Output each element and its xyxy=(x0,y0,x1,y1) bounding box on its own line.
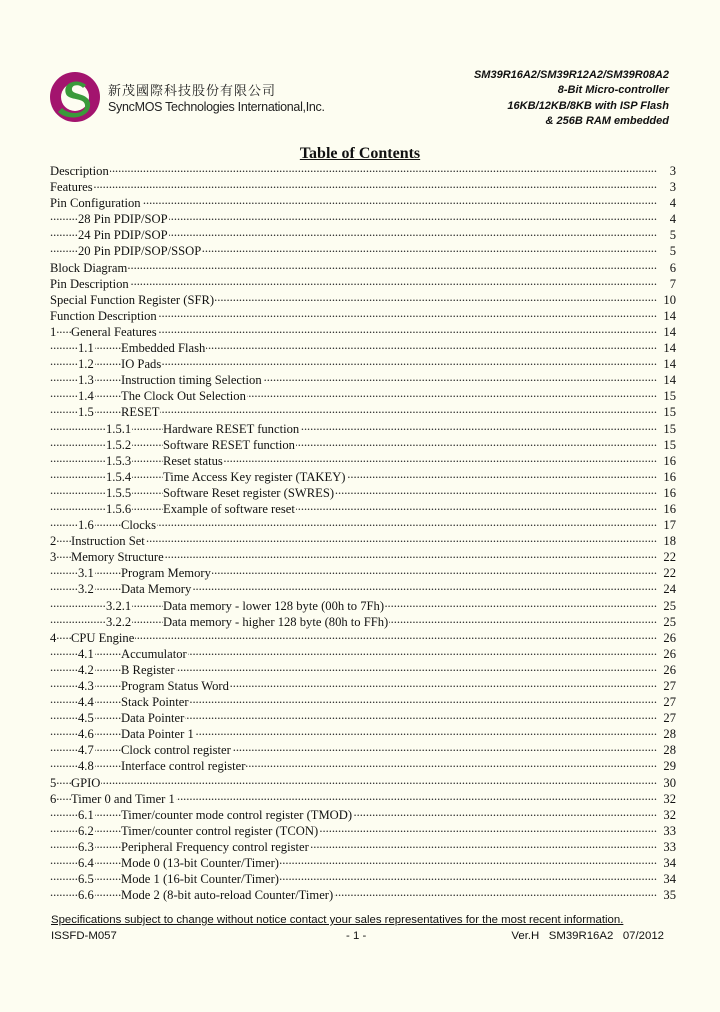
toc-entry-page: 10 xyxy=(663,292,676,307)
toc-entry-number: 6.6 xyxy=(78,888,94,903)
toc-leader-dots xyxy=(50,437,658,450)
toc-entry-number: 6.2 xyxy=(78,823,94,838)
toc-entry-label: Example of software reset xyxy=(163,501,295,516)
toc-entry-number: 1.5.3 xyxy=(106,453,132,468)
toc-entry[interactable] xyxy=(50,388,676,404)
toc-entry-label: Program Memory xyxy=(121,566,211,581)
toc-entry-page: 15 xyxy=(663,389,676,404)
toc-entry-number: 1.5.1 xyxy=(106,421,132,436)
toc-entry-number: 3.2 xyxy=(78,582,94,597)
toc-entry-page: 32 xyxy=(663,791,676,806)
toc-entry-page: 22 xyxy=(663,550,676,565)
toc-entry-number: 3.2.2 xyxy=(106,614,132,629)
toc-entry-page: 3 xyxy=(669,180,676,195)
toc-entry[interactable] xyxy=(50,308,676,324)
toc-entry-page: 6 xyxy=(669,260,676,275)
toc-entry-page: 34 xyxy=(663,872,676,887)
toc-entry-page: 33 xyxy=(663,839,676,854)
toc-entry-label: Software Reset register (SWRES) xyxy=(163,485,335,500)
footer-page-number: - 1 - xyxy=(346,930,367,942)
toc-entry-page: 32 xyxy=(663,807,676,822)
toc-entry-label: Instruction timing Selection xyxy=(121,373,262,388)
toc-entry-page: 25 xyxy=(663,614,676,629)
toc-entry-number: 4.7 xyxy=(78,743,94,758)
toc-entry-number: 1.5.5 xyxy=(106,485,132,500)
toc-entry-number: 1.2 xyxy=(78,357,94,372)
toc-entry-page: 15 xyxy=(663,437,676,452)
toc-leader-dots xyxy=(50,163,658,176)
toc-leader-dots xyxy=(50,501,658,514)
toc-entry-number: 4.2 xyxy=(78,662,94,677)
toc-entry-page: 22 xyxy=(663,566,676,581)
toc-entry[interactable] xyxy=(50,356,676,372)
toc-entry-number: 3 xyxy=(50,550,57,565)
toc-entry[interactable] xyxy=(50,581,676,597)
toc-title: Table of Contents xyxy=(299,145,421,162)
toc-entry-label: 24 Pin PDIP/SOP xyxy=(78,228,168,243)
toc-entry-number: 4.3 xyxy=(78,679,94,693)
toc-entry[interactable] xyxy=(50,469,676,485)
toc-entry-number: 4.5 xyxy=(78,711,94,726)
toc-entry-number: 3.1 xyxy=(78,566,94,581)
toc-entry-number: 6.3 xyxy=(78,839,94,854)
toc-entry[interactable] xyxy=(50,662,676,678)
toc-entry-page: 14 xyxy=(663,324,676,339)
toc-leader-dots xyxy=(50,260,658,273)
syncmos-logo xyxy=(48,70,102,124)
toc-entry-page: 16 xyxy=(663,469,676,484)
toc-leader-dots xyxy=(50,469,658,482)
toc-entry-label: 20 Pin PDIP/SOP/SSOP xyxy=(78,244,202,259)
toc-entry-label: Program Status Word xyxy=(121,679,229,693)
toc-entry[interactable] xyxy=(50,243,676,259)
toc-entry[interactable] xyxy=(50,517,676,533)
header-line: 16KB/12KB/8KB with ISP Flash xyxy=(507,99,669,112)
toc-entry-label: RESET xyxy=(121,405,160,420)
toc-entry[interactable] xyxy=(50,855,676,871)
toc-entry[interactable] xyxy=(50,163,676,179)
toc-entry-page: 28 xyxy=(663,743,676,758)
toc-entry-page: 27 xyxy=(663,679,676,693)
toc-entry[interactable] xyxy=(50,421,676,437)
toc-leader-dots xyxy=(50,485,658,498)
toc-entry[interactable] xyxy=(50,276,676,292)
toc-entry-page: 14 xyxy=(663,341,676,356)
toc-entry[interactable] xyxy=(50,565,676,581)
toc-entry-number: 6.5 xyxy=(78,872,94,887)
toc-entry-page: 30 xyxy=(663,775,676,790)
toc-entry-page: 16 xyxy=(663,501,676,516)
footer-note: Specifications subject to change without notice contact your sales representatives for the most recent information. xyxy=(51,914,624,926)
toc-entry[interactable] xyxy=(50,630,676,646)
toc-entry[interactable] xyxy=(50,533,676,549)
toc-entry-label: Data Pointer 1 xyxy=(121,727,194,742)
toc-entry[interactable] xyxy=(50,871,676,887)
toc-entry-number: 1.3 xyxy=(78,373,94,388)
toc-entry-number: 1.5.6 xyxy=(106,501,132,516)
toc-entry-label: Clocks xyxy=(121,518,156,533)
toc-entry[interactable] xyxy=(50,839,676,855)
toc-entry-number: 4.4 xyxy=(78,695,94,710)
toc-leader-dots xyxy=(50,276,658,289)
toc-entry-label: Data Memory xyxy=(121,582,192,597)
toc-entry-label: Timer/counter mode control register (TMOD) xyxy=(121,807,353,822)
toc-entry-number: 4 xyxy=(50,630,57,645)
toc-entry-page: 14 xyxy=(663,308,676,323)
toc-entry[interactable] xyxy=(50,807,676,823)
toc-entry[interactable] xyxy=(50,598,676,614)
toc-entry-label: Embedded Flash xyxy=(121,341,206,356)
toc-entry-page: 16 xyxy=(663,453,676,468)
toc-entry-page: 34 xyxy=(663,856,676,871)
table-of-contents xyxy=(50,163,676,903)
toc-entry-label: Block Diagram xyxy=(50,260,128,275)
toc-entry[interactable] xyxy=(50,775,676,791)
toc-entry-label: Features xyxy=(50,180,93,195)
toc-entry[interactable] xyxy=(50,758,676,774)
toc-entry[interactable] xyxy=(50,742,676,758)
toc-entry-label: Time Access Key register (TAKEY) xyxy=(163,469,346,484)
toc-entry-label: CPU Engine xyxy=(71,630,135,645)
toc-entry-label: Data memory - lower 128 byte (00h to 7Fh) xyxy=(163,598,385,613)
toc-leader-dots xyxy=(50,179,658,192)
toc-entry-number: 1.5 xyxy=(78,405,94,420)
toc-entry-label: Interface control register xyxy=(121,759,246,774)
toc-entry-page: 26 xyxy=(663,662,676,677)
toc-entry-number: 5 xyxy=(50,775,57,790)
toc-entry-page: 7 xyxy=(669,276,676,291)
toc-entry-number: 4.8 xyxy=(78,759,94,774)
toc-entry-page: 27 xyxy=(663,711,676,726)
toc-entry-number: 6 xyxy=(50,791,57,806)
toc-entry-page: 16 xyxy=(663,485,676,500)
toc-entry-label: General Features xyxy=(71,324,157,339)
toc-entry-number: 6.4 xyxy=(78,856,94,871)
header-line: 8-Bit Micro-controller xyxy=(557,84,669,97)
toc-entry[interactable] xyxy=(50,324,676,340)
toc-entry-label: Special Function Register (SFR) xyxy=(50,292,215,307)
toc-entry-label: IO Pads xyxy=(121,357,162,372)
toc-entry-number: 1.6 xyxy=(78,518,94,533)
toc-entry-number: 4.1 xyxy=(78,646,94,661)
toc-entry-label: Mode 1 (16-bit Counter/Timer) xyxy=(121,872,279,887)
toc-entry-page: 18 xyxy=(663,534,676,549)
toc-leader-dots xyxy=(50,775,658,788)
toc-entry[interactable] xyxy=(50,453,676,469)
toc-entry-page: 26 xyxy=(663,630,676,645)
toc-entry-label: Stack Pointer xyxy=(121,695,189,710)
toc-entry-label: Mode 2 (8-bit auto-reload Counter/Timer) xyxy=(121,888,334,903)
toc-leader-dots xyxy=(50,453,658,466)
toc-leader-dots xyxy=(50,630,658,643)
toc-entry-label: Hardware RESET function xyxy=(163,421,300,436)
toc-entry-page: 4 xyxy=(669,196,676,211)
toc-entry-number: 1 xyxy=(50,324,57,339)
company-name-en: SyncMOS Technologies International,Inc. xyxy=(108,100,325,114)
toc-entry[interactable] xyxy=(50,823,676,839)
toc-entry[interactable] xyxy=(50,292,676,308)
toc-entry-label: Clock control register xyxy=(121,743,231,758)
toc-entry-page: 15 xyxy=(663,421,676,436)
toc-entry-number: 4.6 xyxy=(78,727,94,742)
toc-leader-dots xyxy=(50,421,658,434)
toc-entry-label: 28 Pin PDIP/SOP xyxy=(78,212,168,227)
toc-entry-number: 1.5.2 xyxy=(106,437,132,452)
toc-entry-label: Accumulator xyxy=(121,646,187,661)
toc-entry[interactable] xyxy=(50,485,676,501)
toc-entry-label: Timer 0 and Timer 1 xyxy=(71,791,175,806)
toc-entry-label: Software RESET function xyxy=(163,437,295,452)
toc-entry-page: 5 xyxy=(669,244,676,259)
toc-entry[interactable] xyxy=(50,549,676,565)
toc-entry-label: Timer/counter control register (TCON) xyxy=(121,823,319,838)
toc-entry-label: The Clock Out Selection xyxy=(121,389,246,404)
footer-doc-id: ISSFD-M057 xyxy=(51,930,117,942)
toc-entry[interactable] xyxy=(50,211,676,227)
toc-entry-page: 15 xyxy=(663,405,676,420)
toc-entry[interactable] xyxy=(50,694,676,710)
toc-entry[interactable] xyxy=(50,227,676,243)
header-line: & 256B RAM embedded xyxy=(545,114,669,127)
company-name-cn: 新茂國際科技股份有限公司 xyxy=(108,84,277,99)
toc-entry-page: 5 xyxy=(669,228,676,243)
toc-entry-label: Memory Structure xyxy=(71,550,164,565)
toc-entry-label: Pin Configuration xyxy=(50,196,141,211)
toc-entry-page: 28 xyxy=(663,727,676,742)
toc-entry-page: 26 xyxy=(663,646,676,661)
toc-entry[interactable] xyxy=(50,404,676,420)
toc-entry-page: 29 xyxy=(663,759,676,774)
toc-entry-number: 2 xyxy=(50,534,57,549)
toc-entry-label: Description xyxy=(50,164,109,178)
toc-entry-label: Data Pointer xyxy=(121,711,185,726)
toc-entry-page: 35 xyxy=(663,888,676,903)
header-line: SM39R16A2/SM39R12A2/SM39R08A2 xyxy=(473,69,669,81)
toc-entry[interactable] xyxy=(50,179,676,195)
toc-entry[interactable] xyxy=(50,340,676,356)
toc-entry[interactable] xyxy=(50,260,676,276)
toc-entry[interactable] xyxy=(50,195,676,211)
toc-entry[interactable] xyxy=(50,646,676,662)
toc-entry[interactable] xyxy=(50,501,676,517)
toc-entry-page: 27 xyxy=(663,695,676,710)
toc-entry[interactable] xyxy=(50,372,676,388)
toc-entry-page: 24 xyxy=(663,582,676,597)
toc-entry[interactable] xyxy=(50,678,676,694)
toc-entry-page: 14 xyxy=(663,373,676,388)
toc-entry-page: 33 xyxy=(663,823,676,838)
toc-entry-number: 6.1 xyxy=(78,807,94,822)
toc-entry-page: 25 xyxy=(663,598,676,613)
toc-entry-label: Reset status xyxy=(163,453,223,468)
toc-entry-page: 3 xyxy=(669,164,676,178)
toc-entry-number: 1.1 xyxy=(78,341,94,356)
toc-entry-number: 1.4 xyxy=(78,389,94,404)
toc-entry-page: 17 xyxy=(663,518,676,533)
toc-entry-page: 4 xyxy=(669,212,676,227)
footer-version: Ver.H SM39R16A2 07/2012 xyxy=(511,930,664,942)
toc-entry-label: Mode 0 (13-bit Counter/Timer) xyxy=(121,856,279,871)
toc-entry-label: GPIO xyxy=(71,775,101,790)
toc-entry-number: 1.5.4 xyxy=(106,469,132,484)
toc-entry[interactable] xyxy=(50,726,676,742)
toc-entry-label: Data memory - higher 128 byte (80h to FFh) xyxy=(163,614,389,629)
toc-entry[interactable] xyxy=(50,614,676,630)
toc-entry-label: Peripheral Frequency control register xyxy=(121,839,309,854)
toc-entry[interactable] xyxy=(50,887,676,903)
product-header xyxy=(474,68,669,129)
toc-entry-number: 3.2.1 xyxy=(106,598,132,613)
toc-entry[interactable] xyxy=(50,791,676,807)
toc-entry-label: Function Description xyxy=(50,308,157,323)
toc-entry-label: Instruction Set xyxy=(71,534,145,549)
toc-entry-label: B Register xyxy=(121,662,175,677)
toc-entry-label: Pin Description xyxy=(50,276,129,291)
toc-entry[interactable] xyxy=(50,437,676,453)
toc-entry-page: 14 xyxy=(663,357,676,372)
toc-entry[interactable] xyxy=(50,710,676,726)
